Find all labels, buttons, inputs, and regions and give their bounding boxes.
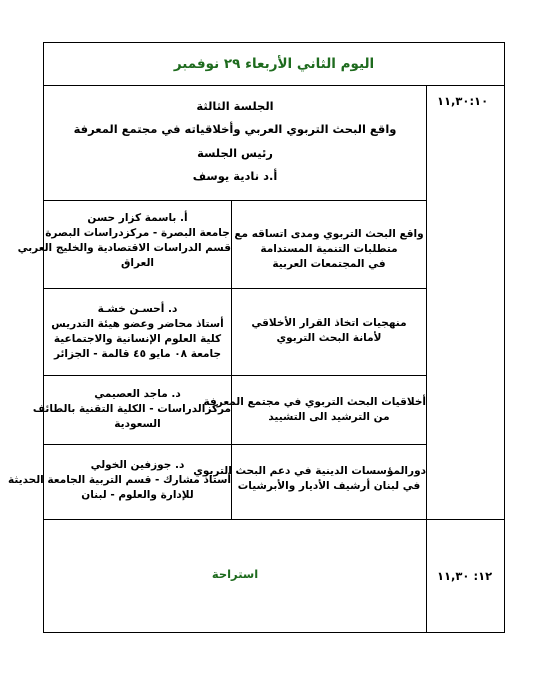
paper-author: د. ماجد العصيمي مركزالدراسات - الكلية التقنية بالطائف السعودية	[32, 388, 231, 430]
session-chair-name: أ.د نادية يوسف	[192, 169, 278, 183]
time-column-divider	[426, 85, 427, 633]
session-row-divider	[43, 200, 427, 201]
paper-author: د. جوزفين الخولي أستاذ مشارك - قسم التربية الجامعة الحديثة للإدارة والعلوم - لبنان	[8, 459, 231, 501]
slot1-time: ١١,٣٠:١٠	[437, 94, 489, 108]
header-row-divider	[43, 85, 505, 86]
paper-row-divider-1	[43, 288, 427, 289]
paper-title: واقع البحث التربوي ومدى اتساقه مع متطلبات التنمية المستدامة في المجتمعات العربية	[234, 228, 424, 270]
paper-title: دورالمؤسسات الدينية في دعم البحث التربوي في لبنان أرشيف الأديار والأبرشيات	[193, 465, 426, 492]
paper-row-divider-3	[43, 444, 427, 445]
paper-row-divider-2	[43, 375, 427, 376]
table-border-top	[43, 42, 505, 43]
paper-title: منهجيات اتخاذ القرار الأخلاقي لأمانة البحث التربوي	[251, 317, 407, 344]
table-border-right	[504, 42, 505, 633]
table-border-bottom	[43, 632, 505, 633]
paper-title: أخلاقيات البحث التربوي في مجتمع المعرفة من الترشيد الى التشييد	[203, 396, 426, 423]
paper-author: أ. باسمة كزار حسن جامعة البصرة - مركزدراسات البصرة قسم الدراسات الاقتصادية والخليج العربي العراق	[17, 212, 231, 269]
paper-author: د. أحسـن خشـة أستاذ محاضر وعضو هيئة التدريس كلية العلوم الإنسانية والاجتماعية جامعة ٠٨ مايو ٤٥ قالمة - الجزائر	[51, 303, 224, 360]
break-label: استراحة	[211, 567, 259, 581]
session-chair-label: رئيس الجلسة	[197, 146, 273, 160]
day-title: اليوم الثاني الأربعاء ٢٩ نوفمبر	[173, 56, 375, 72]
slot2-time: ١٢: ١١,٣٠	[437, 569, 493, 583]
session-title: الجلسة الثالثة	[196, 99, 274, 113]
session-theme: واقع البحث التربوي العربي وأخلاقياته في مجتمع المعرفة	[73, 122, 397, 136]
break-row-divider	[43, 519, 505, 520]
